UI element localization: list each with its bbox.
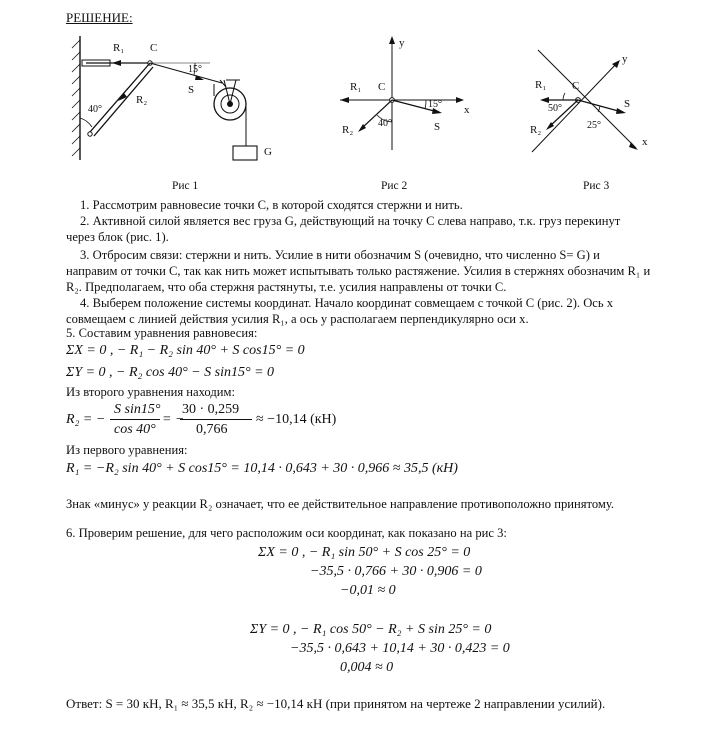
fig2-angle-40: 40° bbox=[378, 118, 392, 129]
equation-r1: R₁ = −R₂ sin 40° + S cos15° = 10,14 · 0,643 + 30 · 0,966 ≈ 35,5 (кН) bbox=[66, 461, 458, 476]
fig3-caption: Рис 3 bbox=[583, 180, 610, 192]
fig2-caption: Рис 2 bbox=[381, 180, 408, 192]
fig1-c-label: C bbox=[150, 42, 158, 54]
equation-sum-x: ΣX = 0 , − R₁ − R₂ sin 40° + S cos15° = 0 bbox=[66, 343, 305, 358]
check-sum-x-result: −0,01 ≈ 0 bbox=[340, 583, 396, 598]
solution-heading: РЕШЕНИЕ: bbox=[66, 10, 133, 25]
fig1-r1-label: R₁ bbox=[113, 42, 125, 54]
step-4-line-2: совмещаем с линией действия усилия R₁, а ось у располагаем перпендикулярно оси х. bbox=[66, 312, 529, 326]
equation-sum-y: ΣY = 0 , − R₂ cos 40° − S sin15° = 0 bbox=[66, 365, 275, 380]
step-3-line-2: направим от точки С, так как нить может испытывать только растяжение. Усилия в стержнях обозначим R₁ и bbox=[66, 264, 651, 278]
step-5: 5. Составим уравнения равновесия: bbox=[66, 326, 258, 340]
fig2-c-label: C bbox=[378, 81, 386, 93]
fig1-s-label: S bbox=[188, 84, 195, 96]
fig3-y-axis-label: y bbox=[622, 53, 628, 65]
fig1-r2-label: R₂ bbox=[136, 94, 148, 106]
r2-result: ≈ −10,14 (кН) bbox=[256, 412, 337, 427]
fig2-x-axis-label: x bbox=[464, 104, 470, 116]
step-4-line-1: 4. Выберем положение системы координат. Начало координат совмещаем с точкой С (рис. 2). Ось х bbox=[80, 296, 614, 310]
check-sum-y: ΣY = 0 , − R₁ cos 50° − R₂ + S sin 25° = 0 bbox=[250, 622, 492, 637]
check-sum-y-result: 0,004 ≈ 0 bbox=[340, 660, 394, 675]
fig3-x-axis-label: x bbox=[642, 136, 648, 148]
fig2-r2-label: R₂ bbox=[342, 124, 354, 136]
fig3-s-label: S bbox=[624, 98, 631, 110]
r2-denominator-2: 0,766 bbox=[196, 422, 228, 437]
r2-numerator-1: S sin15° bbox=[114, 402, 161, 417]
fig2-angle-15: 15° bbox=[428, 99, 442, 110]
step-6: 6. Проверим решение, для чего расположим оси координат, как показано на рис 3: bbox=[66, 526, 507, 540]
fig3-angle-25: 25° bbox=[587, 120, 601, 131]
step-3-line-3: R₂. Предполагаем, что оба стержня растянуты, т.е. усилия направлены от точки С. bbox=[66, 280, 507, 294]
check-sum-x: ΣX = 0 , − R₁ sin 50° + S cos 25° = 0 bbox=[258, 545, 471, 560]
r2-denominator-1: cos 40° bbox=[114, 422, 156, 437]
fig1-angle-15: 15° bbox=[188, 64, 202, 75]
fig1-angle-40: 40° bbox=[88, 104, 102, 115]
fig3-angle-50: 50° bbox=[548, 103, 562, 114]
step-1: 1. Рассмотрим равновесие точки С, в которой сходятся стержни и нить. bbox=[80, 198, 463, 212]
step-3-line-1: 3. Отбросим связи: стержни и нить. Усилие в нити обозначим S (очевидно, что численно S= G) и bbox=[80, 248, 600, 262]
from-second-equation: Из второго уравнения находим: bbox=[66, 385, 235, 399]
r2-fraction-bar-1 bbox=[110, 419, 160, 420]
answer: Ответ: S = 30 кН, R₁ ≈ 35,5 кН, R₂ ≈ −10,14 кН (при принятом на чертеже 2 направлении усилий). bbox=[66, 696, 606, 711]
step-2-line-1: 2. Активной силой является вес груза G, действующий на точку С слева направо, т.к. груз перекинут bbox=[80, 214, 621, 228]
fig3-r2-label: R₂ bbox=[530, 124, 542, 136]
fig1-caption: Рис 1 bbox=[172, 180, 199, 192]
fig2-y-axis-label: y bbox=[399, 37, 405, 49]
check-sum-y-numeric: −35,5 · 0,643 + 10,14 + 30 · 0,423 = 0 bbox=[290, 641, 510, 656]
from-first-equation: Из первого уравнения: bbox=[66, 443, 188, 457]
fig2-s-label: S bbox=[434, 121, 441, 133]
check-sum-x-numeric: −35,5 · 0,766 + 30 · 0,906 = 0 bbox=[310, 564, 482, 579]
r2-lhs: R₂ = − bbox=[66, 412, 106, 427]
fig3-r1-label: R₁ bbox=[535, 79, 547, 91]
fig1-g-label: G bbox=[264, 146, 272, 158]
fig3-c-label: C bbox=[572, 80, 580, 92]
step-2-line-2: через блок (рис. 1). bbox=[66, 230, 169, 244]
fig2-r1-label: R₁ bbox=[350, 81, 362, 93]
r2-fraction-bar-2 bbox=[180, 419, 252, 420]
r2-mid: = − bbox=[162, 412, 185, 427]
minus-sign-note: Знак «минус» у реакции R₂ означает, что ее действительное направление противоположно принятому. bbox=[66, 497, 615, 511]
r2-numerator-2: 30 · 0,259 bbox=[182, 402, 240, 417]
